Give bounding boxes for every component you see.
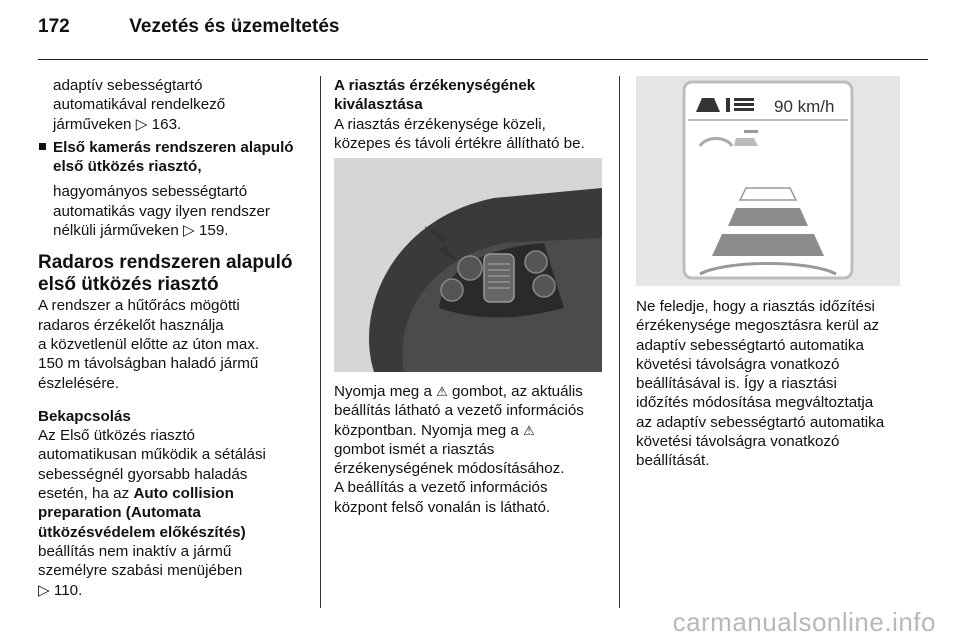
- text-line: időzítés módosítása megváltoztatja: [636, 394, 874, 412]
- text-span: Nyomja meg a: [334, 383, 432, 400]
- heading-line: kiválasztása: [334, 96, 423, 114]
- column-2: [334, 76, 606, 153]
- text-line: automatikával rendelkező: [53, 96, 226, 114]
- text-line: érzékenységének módosításához.: [334, 460, 565, 478]
- section-heading: [334, 76, 606, 115]
- car-alert-icon: ⚠: [436, 384, 448, 399]
- text-span: központban. Nyomja meg a: [334, 421, 519, 439]
- bullet-item: [38, 138, 300, 177]
- ref-arrow-icon: ▷: [38, 581, 50, 599]
- text-line: automatikás vagy ilyen rendszer: [53, 202, 270, 220]
- text-line: követési távolságra vonatkozó: [636, 433, 840, 451]
- column-divider-1: [320, 76, 321, 608]
- paragraph: [38, 426, 300, 580]
- text-line: észlelésére.: [38, 374, 120, 392]
- text-span: nélküli járműveken: [53, 222, 179, 240]
- column-1: [38, 76, 300, 600]
- text-line: személyre szabási menüjében: [38, 562, 243, 580]
- header-rule: [38, 59, 928, 60]
- setting-name: preparation (Automata: [38, 504, 201, 522]
- page-title: Vezetés és üzemeltetés: [129, 16, 340, 37]
- page-ref[interactable]: 159.: [198, 222, 229, 240]
- text-line: követési távolságra vonatkozó: [636, 355, 840, 373]
- page-ref[interactable]: 110.: [53, 581, 83, 599]
- text-line: [334, 421, 606, 440]
- text-line: radaros érzékelőt használja: [38, 316, 224, 334]
- speed-readout: 90 km/h: [774, 97, 835, 116]
- text-line: A beállítás a vezető információs: [334, 479, 548, 497]
- car-alert-icon: ⚠: [523, 422, 535, 438]
- text-span: járműveken: [53, 115, 132, 133]
- text-line: közepes és távoli értékre állítható be.: [334, 134, 585, 152]
- text-line: Az Első ütközés riasztó: [38, 427, 195, 445]
- column-2-paragraph: [334, 382, 606, 517]
- text-line: sebességnél gyorsabb haladás: [38, 465, 248, 483]
- text-line: A rendszer a hűtőrács mögötti: [38, 297, 240, 315]
- text-line: A riasztás érzékenysége közeli,: [334, 115, 546, 133]
- text-line: gombot ismét a riasztás: [334, 440, 495, 458]
- paragraph: [38, 296, 300, 392]
- text-line-with-ref: [38, 221, 300, 240]
- text-line: adaptív sebességtartó automatika: [636, 336, 864, 354]
- text-line: az adaptív sebességtartó automatika: [636, 413, 885, 431]
- text-line: hagyományos sebességtartó: [53, 183, 248, 201]
- bullet-title: Első kamerás rendszeren alapuló: [53, 138, 294, 156]
- ref-arrow-icon: ▷: [183, 222, 195, 240]
- text-span: gombot, az aktuális: [452, 383, 583, 400]
- watermark: carmanualsonline.info: [672, 607, 936, 637]
- section-heading: [38, 252, 300, 296]
- steering-wheel-illustration: [334, 158, 602, 372]
- bullet-title: első ütközés riasztó,: [53, 158, 202, 176]
- text-line-with-ref: [38, 115, 300, 134]
- ref-arrow-icon: ▷: [135, 115, 148, 133]
- display-image: [636, 76, 900, 286]
- heading-line: Radaros rendszeren alapuló: [38, 252, 293, 274]
- text-line: beállításával is. Így a riasztási: [636, 375, 837, 393]
- column-divider-2: [619, 76, 620, 608]
- text-line: beállítás nem inaktív a jármű: [38, 542, 232, 560]
- heading-line: első ütközés riasztó: [38, 274, 219, 296]
- text-line: központ felső vonalán is látható.: [334, 498, 551, 516]
- text-line: adaptív sebességtartó: [53, 77, 203, 94]
- text-line: beállítását.: [636, 452, 710, 470]
- page-number: 172: [38, 16, 70, 37]
- text-line: Ne feledje, hogy a riasztás időzítési: [636, 298, 875, 315]
- setting-name: Auto collision: [133, 485, 234, 503]
- heading-line: A riasztás érzékenységének: [334, 77, 536, 94]
- text-line: a közvetlenül előtte az úton max.: [38, 335, 260, 353]
- text-line: [334, 382, 606, 401]
- bullet-square-icon: [39, 143, 46, 150]
- setting-name: ütközésvédelem előkészítés): [38, 523, 246, 541]
- subheading: Bekapcsolás: [38, 407, 131, 425]
- text-line: automatikusan működik a sétálási: [38, 446, 266, 464]
- text-line: beállítás látható a vezető információs: [334, 402, 584, 420]
- driver-info-display-illustration: [636, 76, 900, 286]
- page-header: [38, 16, 339, 38]
- page-ref[interactable]: 163.: [151, 115, 182, 133]
- text-line: érzékenysége megosztásra kerül az: [636, 317, 880, 335]
- text-line: esetén, ha az: [38, 485, 130, 503]
- column-3: [636, 297, 906, 471]
- steering-wheel-image: [334, 158, 602, 372]
- text-line-with-ref: [38, 581, 300, 600]
- text-line: 150 m távolságban haladó jármű: [38, 355, 259, 373]
